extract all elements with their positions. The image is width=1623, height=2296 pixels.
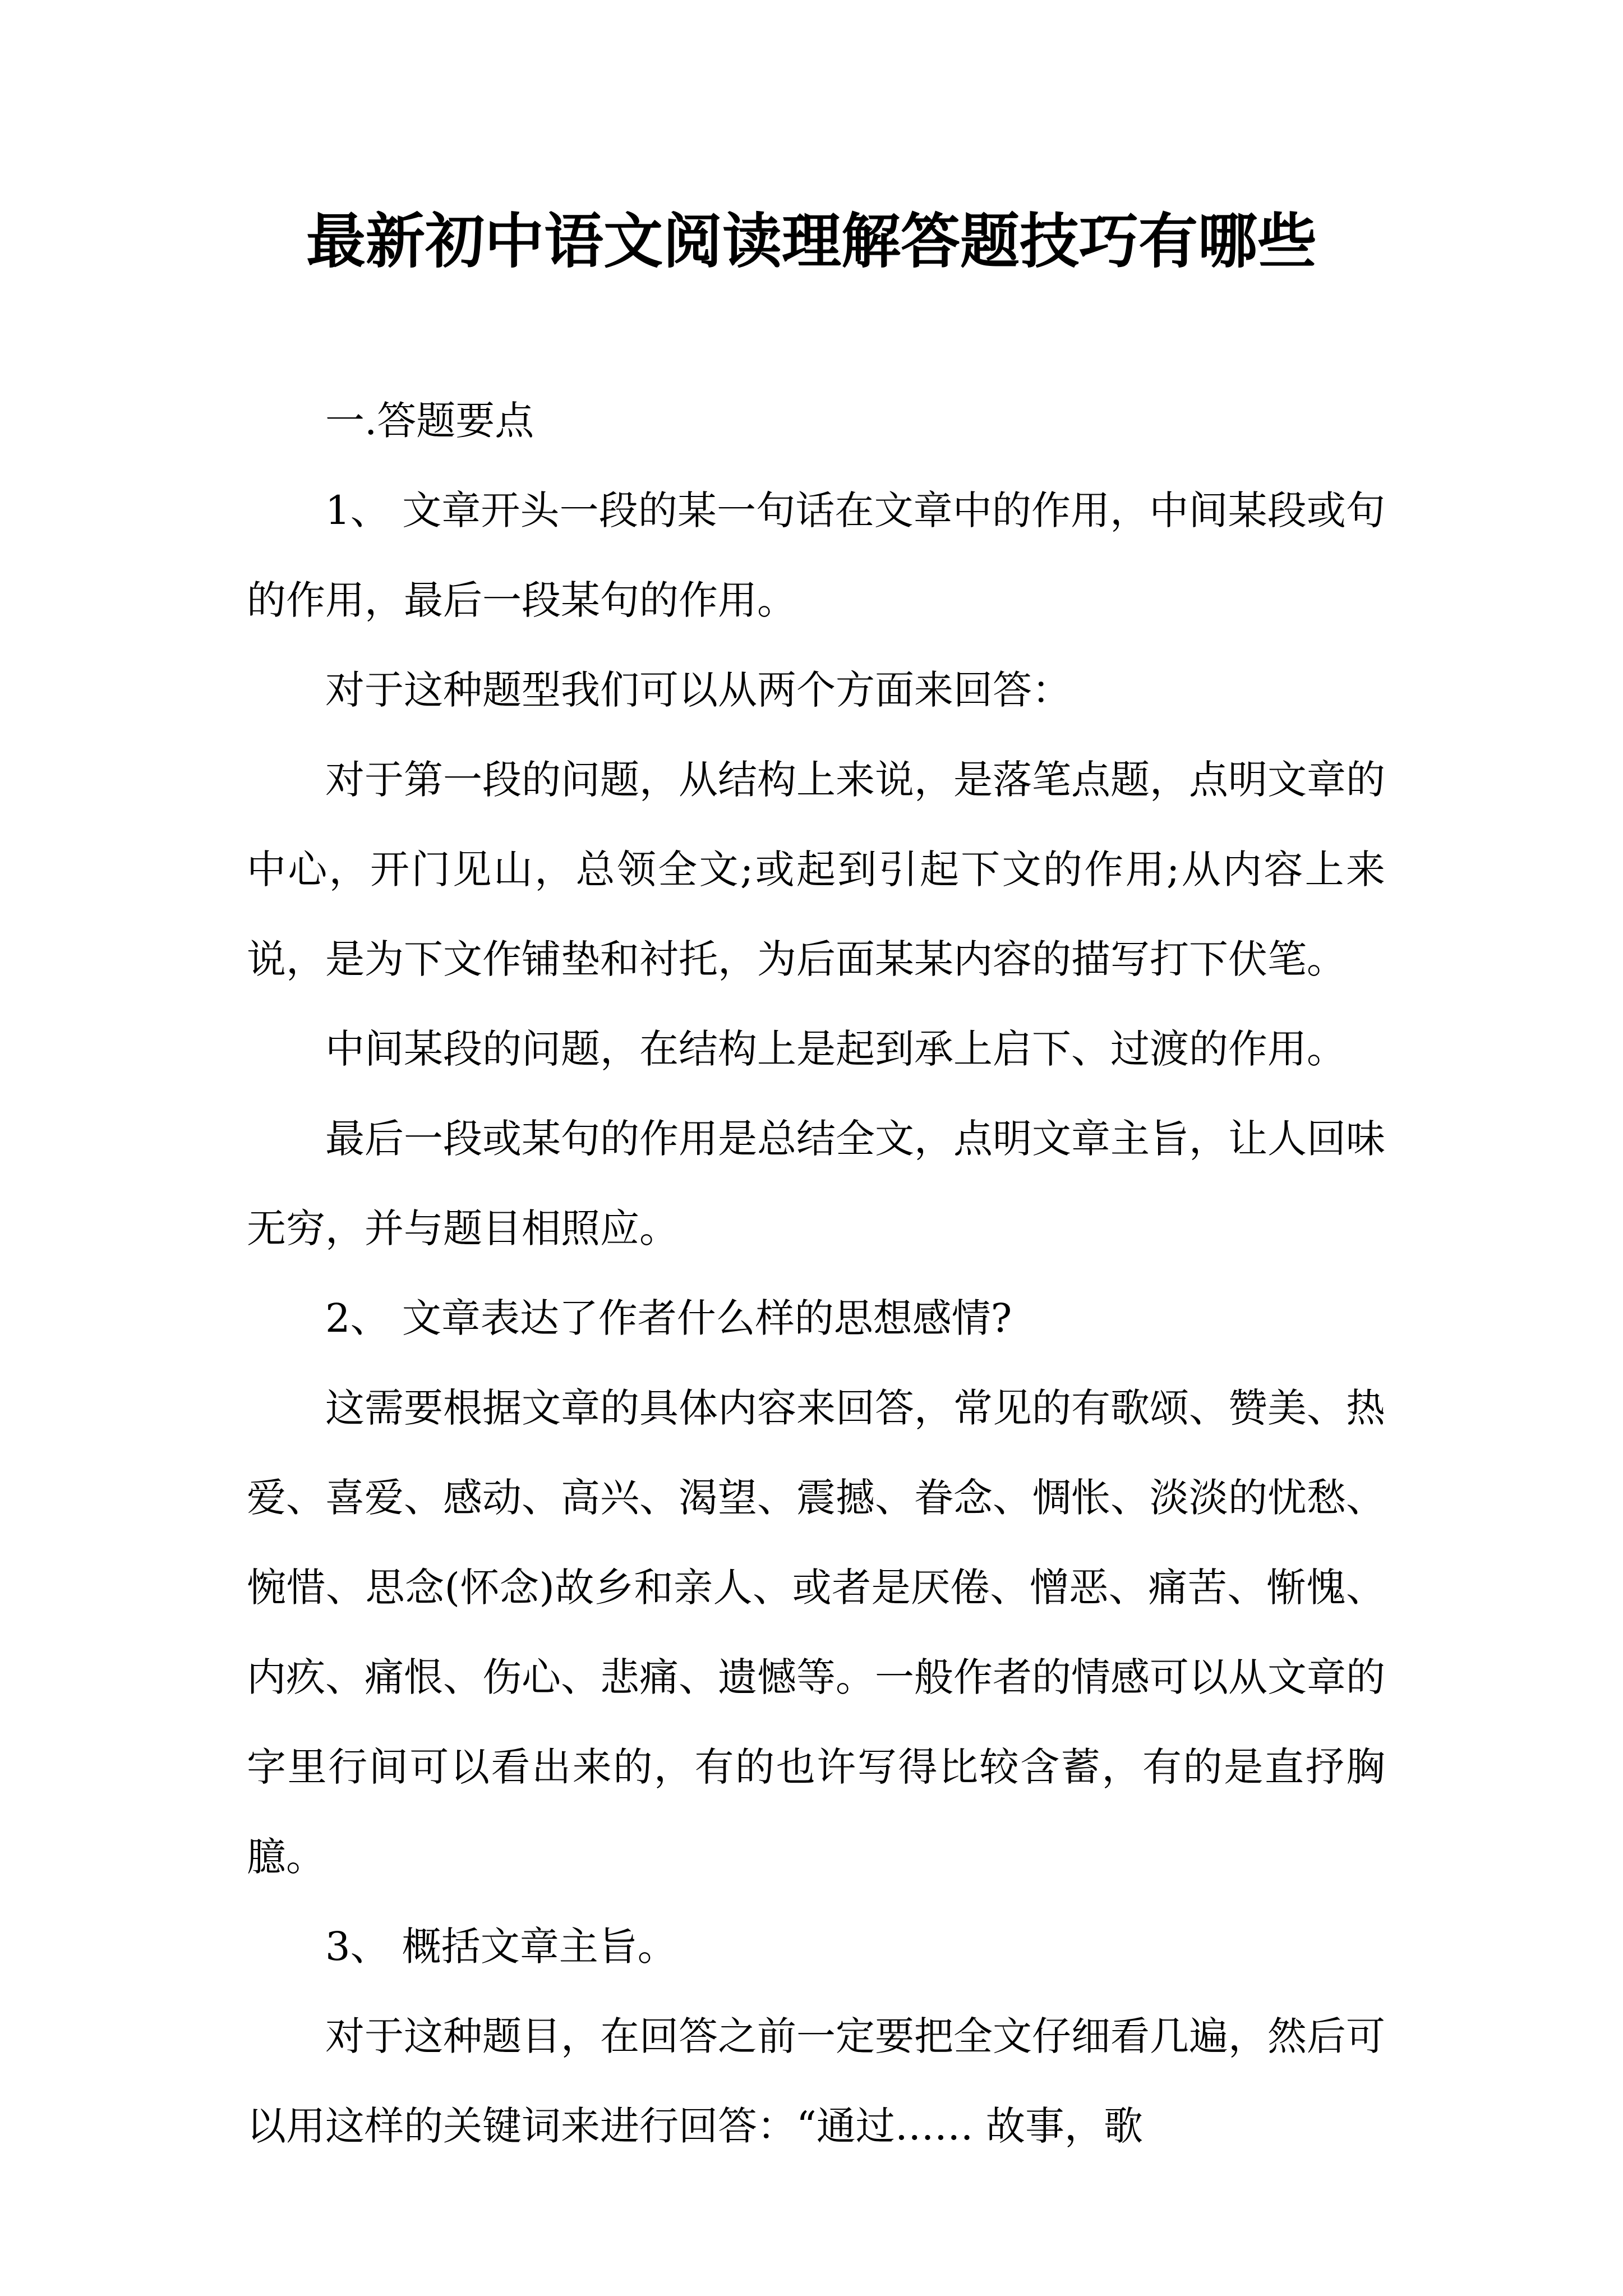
paragraph: 这需要根据文章的具体内容来回答，常见的有歌颂、赞美、热爱、喜爱、感动、高兴、渴望、震撼、眷念、惆怅、淡淡的忧愁、惋惜、思念(怀念)故乡和亲人、或者是厌倦、憎恶、痛苦、惭愧、内疚、痛恨、伤心、悲痛、遗憾等。一般作者的情感可以从文章的字里行间可以看出来的，有的也许写得比较含蓄，有的是直抒胸臆。	[247, 1385, 1385, 1880]
paragraph: 最后一段或某句的作用是总结全文，点明文章主旨，让人回味无穷，并与题目相照应。	[247, 1116, 1385, 1251]
section-heading-answer-points: 一.答题要点	[325, 398, 534, 444]
paragraph: 对于第一段的问题，从结构上来说，是落笔点题，点明文章的中心，开门见山，总领全文;或起到引起下文的作用;从内容上来说，是为下文作铺垫和衬托，为后面某某内容的描写打下伏笔。	[247, 757, 1385, 982]
paragraph: 对于这种题型我们可以从两个方面来回答：	[325, 667, 1071, 713]
paragraph: 中间某段的问题，在结构上是起到承上启下、过渡的作用。	[325, 1026, 1346, 1072]
paragraph: 对于这种题目，在回答之前一定要把全文仔细看几遍，然后可以用这样的关键词来进行回答：“通过…… 故事，歌	[247, 2013, 1385, 2149]
point-2-question: 2、 文章表达了作者什么样的思想感情?	[325, 1295, 1012, 1341]
document-body	[247, 376, 1385, 2171]
point-1-question: 1、 文章开头一段的某一句话在文章中的作用，中间某段或句的作用，最后一段某句的作用。	[247, 487, 1385, 623]
document-title: 最新初中语文阅读理解答题技巧有哪些	[306, 206, 1317, 276]
point-3-question: 3、 概括文章主旨。	[325, 1924, 677, 1970]
